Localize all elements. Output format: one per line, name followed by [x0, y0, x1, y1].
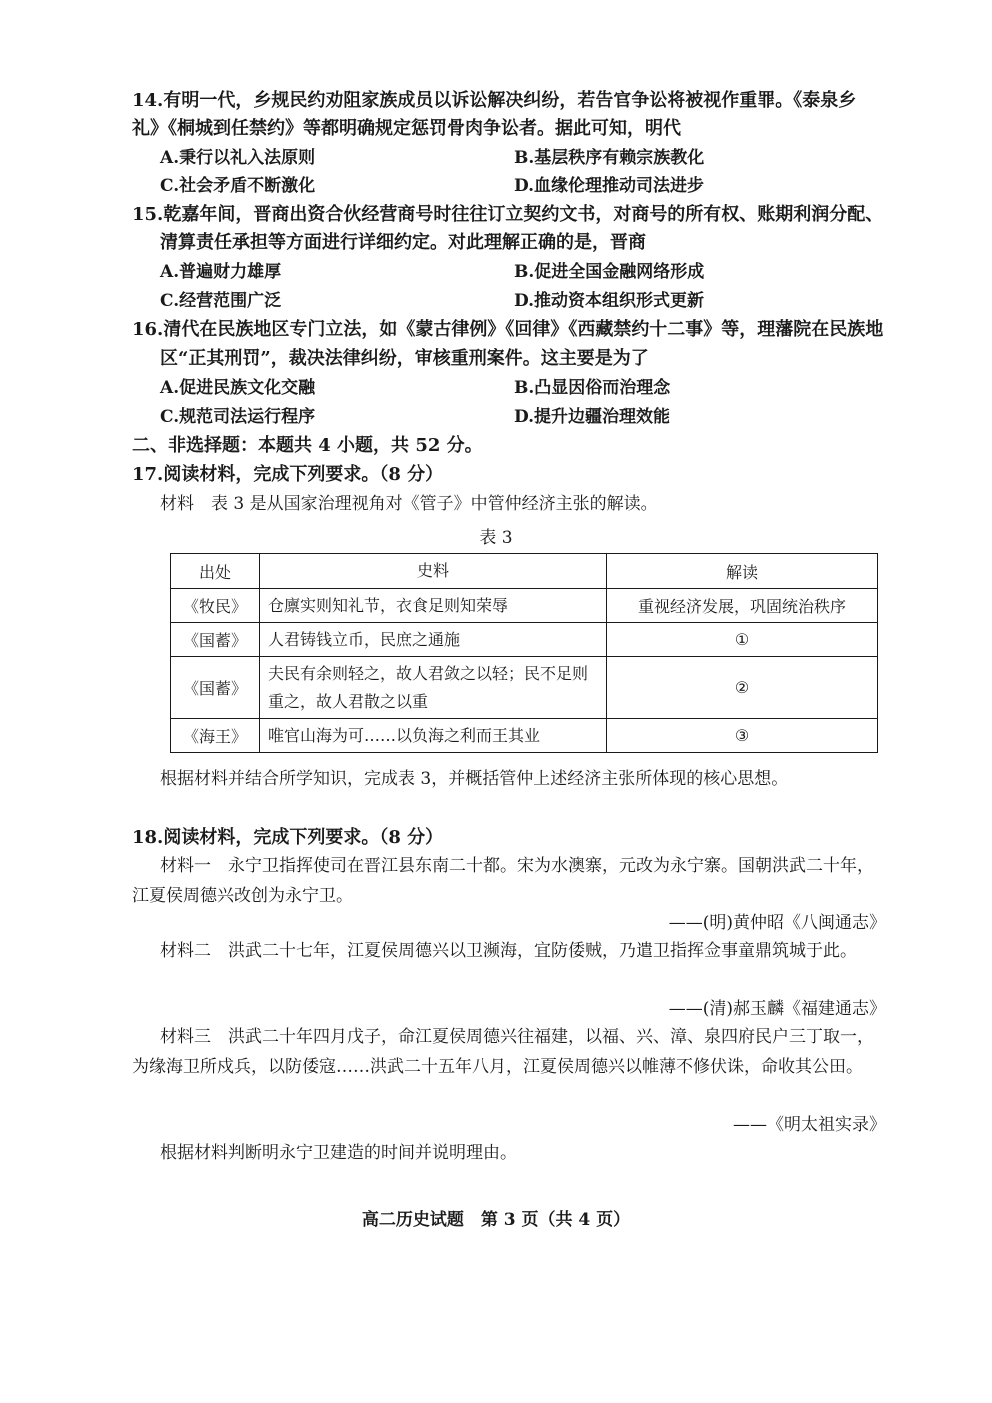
cell-interpretation: ①: [607, 623, 878, 657]
cell-text: 唯官山海为可……以负海之利而王其业: [260, 719, 607, 753]
table-3: [170, 553, 878, 753]
q14-option-d: D.血缘伦理推动司法进步: [514, 176, 705, 196]
q17-title: 17.阅读材料，完成下列要求。（8 分）: [132, 464, 444, 485]
cell-interpretation: ②: [607, 657, 878, 719]
q18-material-1: 材料一 永宁卫指挥使司在晋江县东南二十都。宋为水澳寨，元改为永宁寨。国朝洪武二十年，江夏侯周德兴改创为永宁卫。: [132, 856, 874, 906]
q18-material-3-source: ——《明太祖实录》: [733, 1115, 886, 1135]
q15-option-b: B.促进全国金融网络形成: [514, 262, 705, 282]
q14-option-a: A.秉行以礼入法原则: [160, 148, 316, 168]
cell-text: 夫民有余则轻之，故人君敛之以轻；民不足则重之，故人君散之以重: [260, 657, 607, 719]
q15-option-d: D.推动资本组织形式更新: [514, 291, 705, 311]
q16-option-b: B.凸显因俗而治理念: [514, 378, 671, 398]
cell-source: 《牧民》: [171, 589, 260, 623]
q18-material-2: 材料二 洪武二十七年，江夏侯周德兴以卫濒海，宜防倭贼，乃遣卫指挥佥事童鼎筑城于此。: [160, 941, 857, 961]
q18-question: 根据材料判断明永宁卫建造的时间并说明理由。: [160, 1143, 517, 1163]
section-2-heading: 二、非选择题：本题共 4 小题，共 52 分。: [132, 435, 483, 456]
q15-option-a: A.普遍财力雄厚: [160, 262, 282, 282]
q14-stem-line1: 14.有明一代，乡规民约劝阻家族成员以诉讼解决纠纷，若告官争讼将被视作重罪。《泰泉乡: [132, 90, 857, 111]
q15-stem-line1: 15.乾嘉年间，晋商出资合伙经营商号时往往订立契约文书，对商号的所有权、账期利润分配、: [132, 204, 884, 225]
table-row: [171, 657, 878, 719]
table-row: [171, 589, 878, 623]
cell-source: 《国蓄》: [171, 657, 260, 719]
q16-stem-line1: 16.清代在民族地区专门立法，如《蒙古律例》《回律》《西藏禁约十二事》等，理藩院在民族地: [132, 319, 884, 340]
q18-material-3: 材料三 洪武二十年四月戊子，命江夏侯周德兴往福建，以福、兴、漳、泉四府民户三丁取一，为缘海卫所戍兵，以防倭寇……洪武二十五年八月，江夏侯周德兴以帷薄不修伏诛，命收其公田。: [132, 1027, 874, 1077]
q16-option-d: D.提升边疆治理效能: [514, 407, 671, 427]
header-source: 出处: [171, 554, 260, 589]
cell-text: 人君铸钱立币，民庶之通施: [260, 623, 607, 657]
cell-text: 仓廪实则知礼节，衣食足则知荣辱: [260, 589, 607, 623]
cell-interpretation: ③: [607, 719, 878, 753]
table-caption: 表 3: [479, 528, 513, 548]
table-row: [171, 623, 878, 657]
q16-option-a: A.促进民族文化交融: [160, 378, 316, 398]
q15-stem-line2: 清算责任承担等方面进行详细约定。对此理解正确的是，晋商: [160, 232, 646, 253]
cell-source: 《国蓄》: [171, 623, 260, 657]
header-text: 史料: [260, 554, 607, 589]
q17-question: 根据材料并结合所学知识，完成表 3，并概括管仲上述经济主张所体现的核心思想。: [160, 769, 789, 789]
q18-material-2-source: ——(清)郝玉麟《福建通志》: [668, 999, 886, 1019]
q16-option-c: C.规范司法运行程序: [160, 407, 316, 427]
q15-option-c: C.经营范围广泛: [160, 291, 282, 311]
q14-option-c: C.社会矛盾不断激化: [160, 176, 316, 196]
table-row: [171, 719, 878, 753]
q14-option-b: B.基层秩序有赖宗族教化: [514, 148, 705, 168]
header-interpretation: 解读: [607, 554, 878, 589]
page-footer: 高二历史试题 第 3 页（共 4 页）: [361, 1210, 631, 1230]
table-header-row: [171, 554, 878, 589]
cell-source: 《海王》: [171, 719, 260, 753]
q17-material: 材料 表 3 是从国家治理视角对《管子》中管仲经济主张的解读。: [160, 494, 658, 514]
cell-interpretation: 重视经济发展，巩固统治秩序: [607, 589, 878, 623]
q18-title: 18.阅读材料，完成下列要求。（8 分）: [132, 827, 444, 848]
q16-stem-line2: 区“正其刑罚”，裁决法律纠纷，审核重刑案件。这主要是为了: [160, 348, 649, 369]
q18-material-1-source: ——(明)黄仲昭《八闽通志》: [668, 913, 886, 933]
q14-stem-line2: 礼》《桐城到任禁约》等都明确规定惩罚骨肉争讼者。据此可知，明代: [132, 118, 681, 139]
